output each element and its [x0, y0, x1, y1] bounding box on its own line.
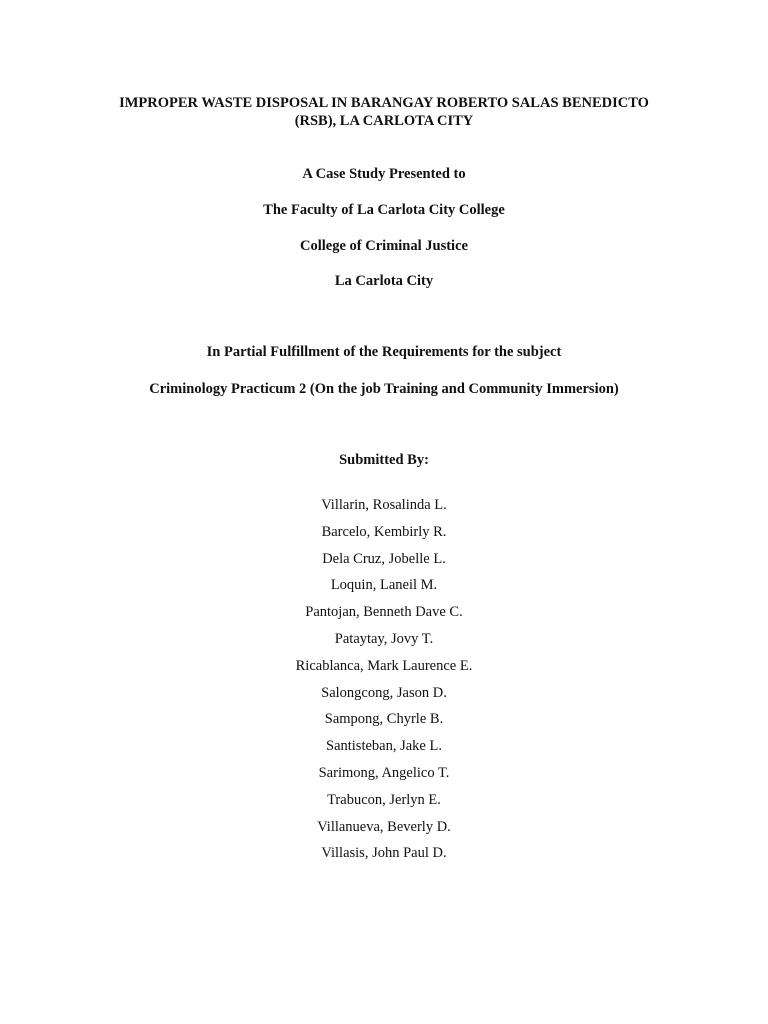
title-line-2: (RSB), LA CARLOTA CITY: [294, 113, 474, 129]
author-name: Loquin, Laneil M.: [330, 577, 438, 594]
document-title: [60, 94, 708, 130]
fulfillment-text: In Partial Fulfillment of the Requirements for the subject: [206, 344, 562, 360]
author-name: Salongcong, Jason D.: [321, 684, 447, 701]
author-name: Villanueva, Beverly D.: [317, 818, 451, 835]
author-name: Ricablanca, Mark Laurence E.: [295, 657, 473, 674]
author-name: Trabucon, Jerlyn E.: [327, 791, 441, 808]
author-name: Sampong, Chyrle B.: [324, 711, 444, 728]
subject-text: Criminology Practicum 2 (On the job Training and Community Immersion): [149, 381, 619, 397]
college: College of Criminal Justice: [300, 238, 468, 254]
presented-to: A Case Study Presented to: [302, 166, 466, 182]
author-name: Santisteban, Jake L.: [326, 738, 442, 755]
author-name: Villasis, John Paul D.: [321, 845, 447, 862]
author-name: Barcelo, Kembirly R.: [321, 523, 447, 540]
author-name: Dela Cruz, Jobelle L.: [322, 550, 446, 567]
author-list: [0, 496, 768, 871]
title-line-1: IMPROPER WASTE DISPOSAL IN BARANGAY ROBERTO SALAS BENEDICTO: [119, 95, 649, 111]
author-name: Pataytay, Jovy T.: [334, 630, 434, 647]
author-name: Pantojan, Benneth Dave C.: [305, 604, 463, 621]
author-name: Sarimong, Angelico T.: [318, 764, 450, 781]
city: La Carlota City: [334, 273, 434, 289]
submitted-by-heading: Submitted By:: [339, 452, 429, 468]
faculty: The Faculty of La Carlota City College: [263, 202, 505, 218]
author-name: Villarin, Rosalinda L.: [321, 497, 447, 513]
